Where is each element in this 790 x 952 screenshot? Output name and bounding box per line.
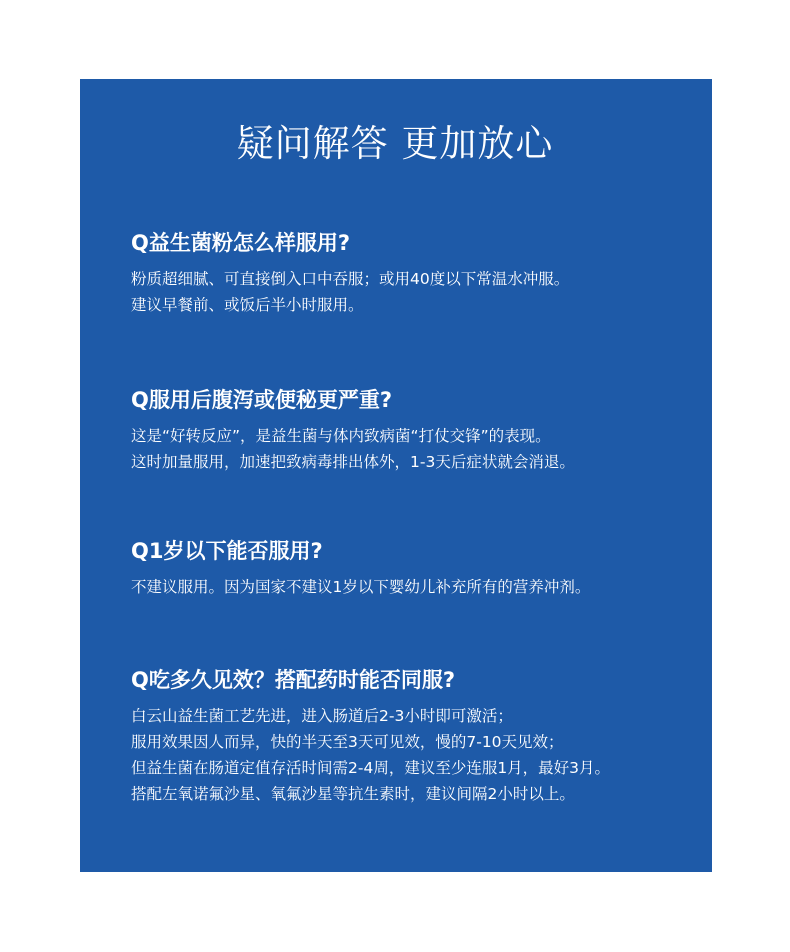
faq-item-infants <box>131 536 691 600</box>
page-title: 疑问解答 更加放心 <box>236 122 554 165</box>
faq-answer-line: 不建议服用。因为国家不建议1岁以下婴幼儿补充所有的营养冲剂。 <box>131 578 591 596</box>
faq-answer-line: 建议早餐前、或饭后半小时服用。 <box>131 296 364 314</box>
faq-item-side-effects <box>131 385 691 475</box>
faq-question: Q服用后腹泻或便秘更严重? <box>131 388 393 412</box>
faq-answer-line: 但益生菌在肠道定值存活时间需2-4周，建议至少连服1月，最好3月。 <box>131 759 611 777</box>
faq-item-duration <box>131 665 691 807</box>
faq-question: Q1岁以下能否服用? <box>131 539 323 563</box>
faq-answer-line: 搭配左氧诺氟沙星、氧氟沙星等抗生素时，建议间隔2小时以上。 <box>131 785 575 803</box>
faq-item-dosage <box>131 228 691 318</box>
faq-answer-line: 这时加量服用，加速把致病毒排出体外，1-3天后症状就会消退。 <box>131 453 575 471</box>
faq-answer-line: 服用效果因人而异，快的半天至3天可见效，慢的7-10天见效； <box>131 733 564 751</box>
faq-question: Q吃多久见效？搭配药时能否同服? <box>131 668 456 692</box>
faq-answer-line: 粉质超细腻、可直接倒入口中吞服；或用40度以下常温水冲服。 <box>131 270 570 288</box>
faq-question: Q益生菌粉怎么样服用? <box>131 231 351 255</box>
faq-answer-line: 白云山益生菌工艺先进，进入肠道后2-3小时即可激活； <box>131 707 513 725</box>
faq-answer-line: 这是“好转反应”，是益生菌与体内致病菌“打仗交锋”的表现。 <box>131 427 551 445</box>
